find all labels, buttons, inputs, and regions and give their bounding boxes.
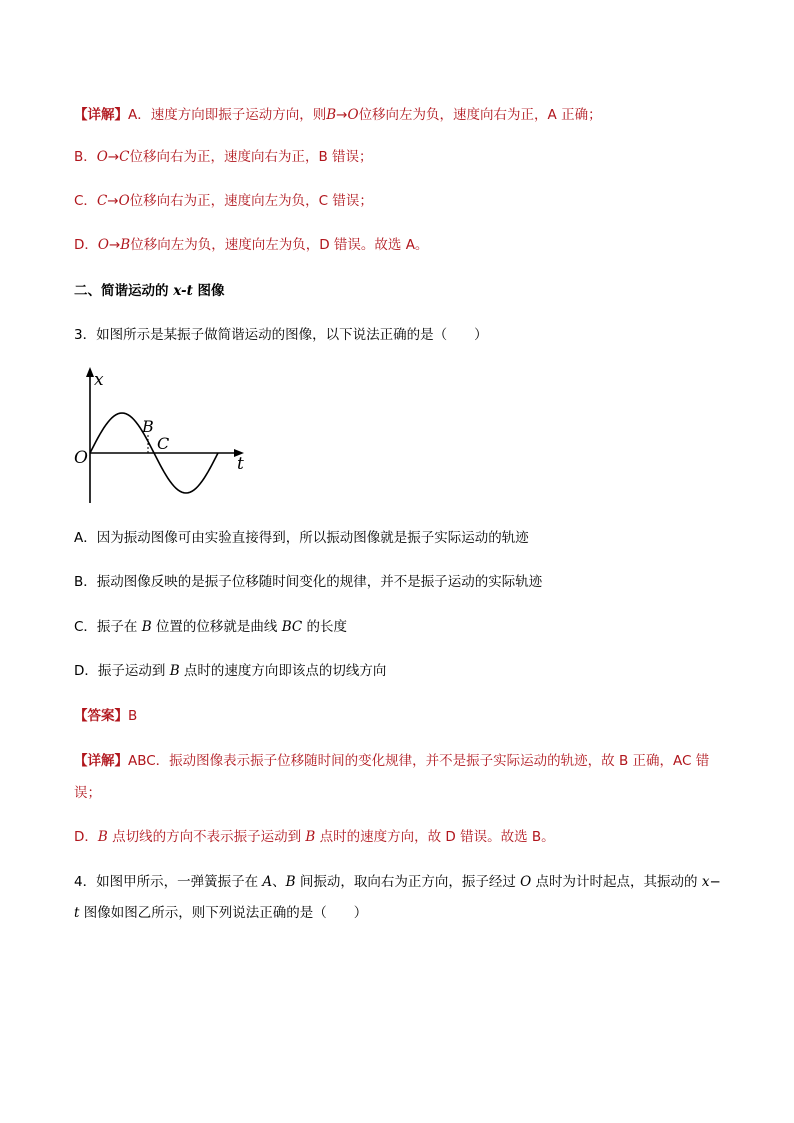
point-c-label: C (157, 434, 170, 453)
question-4-stem-line-2: t 图像如图乙所示，则下列说法正确的是（ ） (74, 905, 368, 921)
question-3-detail-line-3: D．B 点切线的方向不表示振子运动到 B 点时的速度方向，故 D 错误。故选 B。 (74, 829, 555, 845)
section-heading: 二、简谐运动的 x-t 图像 (74, 283, 225, 299)
analysis-option-d: D．O→B位移向左为负，速度向左为负，D 错误。故选 A。 (74, 237, 429, 253)
question-4-stem-line-1: 4．如图甲所示，一弹簧振子在 A、B 间振动，取向右为正方向，振子经过 O 点时为计时起点，其振动的 x− (74, 874, 721, 890)
analysis-option-a: 【详解】A．速度方向即振子运动方向，则B→O位移向左为负，速度向右为正，A 正确； (74, 107, 602, 123)
point-b-label: B (142, 417, 154, 436)
question-3-option-a: A．因为振动图像可由实验直接得到，所以振动图像就是振子实际运动的轨迹 (74, 530, 529, 546)
x-axis-label: t (237, 454, 244, 474)
question-3-option-b: B．振动图像反映的是振子位移随时间变化的规律，并不是振子运动的实际轨迹 (74, 574, 543, 590)
question-3-answer: 【答案】B (74, 708, 138, 724)
y-axis-label: x (94, 370, 104, 390)
question-3-stem: 3．如图所示是某振子做简谐运动的图像，以下说法正确的是（ ） (74, 327, 488, 343)
shm-graph-figure (70, 365, 250, 505)
y-axis-arrow (86, 367, 94, 377)
question-3-detail-line-1: 【详解】ABC．振动图像表示振子位移随时间的变化规律，并不是振子实际运动的轨迹，故 B 正确，AC 错 (74, 753, 710, 769)
question-3-detail-line-2: 误； (74, 785, 101, 801)
question-3-option-c: C．振子在 B 位置的位移就是曲线 BC 的长度 (74, 619, 348, 635)
analysis-option-b: B．O→C位移向右为正，速度向右为正，B 错误； (74, 149, 373, 165)
origin-label: O (74, 448, 88, 468)
analysis-option-c: C．C→O位移向右为正，速度向左为负，C 错误； (74, 193, 373, 209)
question-3-option-d: D．振子运动到 B 点时的速度方向即该点的切线方向 (74, 663, 387, 679)
detail-tag: 【详解】 (74, 107, 128, 123)
